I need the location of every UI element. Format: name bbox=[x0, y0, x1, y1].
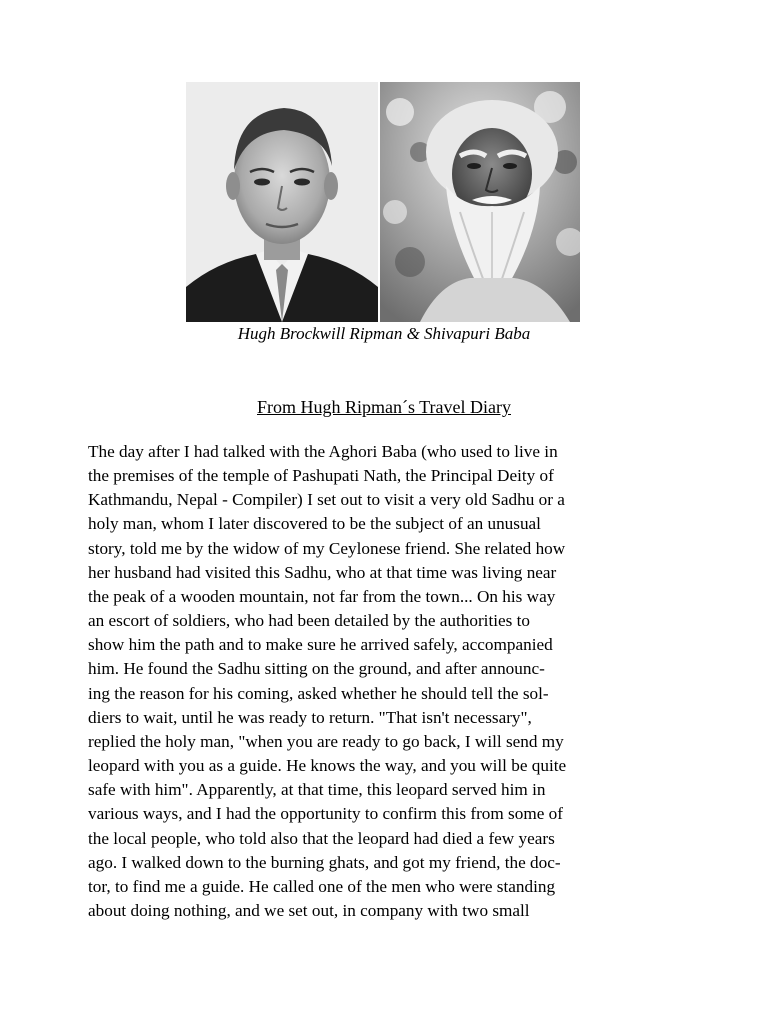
photo-pair bbox=[186, 82, 580, 322]
body-line: him. He found the Sadhu sitting on the ground, and after announc- bbox=[88, 659, 545, 679]
body-line: various ways, and I had the opportunity to confirm this from some of bbox=[88, 804, 563, 824]
body-line: about doing nothing, and we set out, in company with two small bbox=[88, 900, 530, 920]
body-line: safe with him". Apparently, at that time, this leopard served him in bbox=[88, 780, 546, 800]
body-line: ing the reason for his coming, asked whether he should tell the sol- bbox=[88, 683, 549, 703]
body-line: the local people, who told also that the leopard had died a few years bbox=[88, 828, 555, 848]
body-line: holy man, whom I later discovered to be the subject of an unusual bbox=[88, 514, 541, 534]
body-line: her husband had visited this Sadhu, who at that time was living near bbox=[88, 562, 557, 582]
body-line: tor, to find me a guide. He called one of the men who were standing bbox=[88, 876, 556, 896]
section-heading-text: From Hugh Ripman´s Travel Diary bbox=[257, 397, 511, 417]
photo-caption: Hugh Brockwill Ripman & Shivapuri Baba bbox=[237, 324, 531, 343]
body-line: the premises of the temple of Pashupati Nath, the Principal Deity of bbox=[88, 466, 554, 486]
body-line: replied the holy man, "when you are ready to go back, I will send my bbox=[88, 731, 564, 751]
body-line: ago. I walked down to the burning ghats, and got my friend, the doc- bbox=[88, 852, 561, 872]
body-line: an escort of soldiers, who had been detailed by the authorities to bbox=[88, 611, 530, 631]
body-line: the peak of a wooden mountain, not far from the town... On his way bbox=[88, 586, 556, 606]
portrait-photo-left bbox=[186, 82, 378, 322]
body-line: diers to wait, until he was ready to return. "That isn't necessary", bbox=[88, 707, 532, 727]
portrait-photo-right bbox=[380, 82, 580, 322]
body-line: Kathmandu, Nepal - Compiler) I set out to visit a very old Sadhu or a bbox=[88, 490, 565, 510]
body-line: leopard with you as a guide. He knows the way, and you will be quite bbox=[88, 756, 567, 776]
body-line: show him the path and to make sure he arrived safely, accompanied bbox=[88, 635, 553, 655]
body-line: story, told me by the widow of my Ceylonese friend. She related how bbox=[88, 538, 566, 558]
portrait-right-image bbox=[380, 82, 580, 322]
portrait-left-image bbox=[186, 82, 378, 322]
diary-body-text bbox=[88, 440, 688, 923]
section-heading bbox=[0, 395, 768, 419]
body-line: The day after I had talked with the Aghori Baba (who used to live in bbox=[88, 442, 558, 461]
